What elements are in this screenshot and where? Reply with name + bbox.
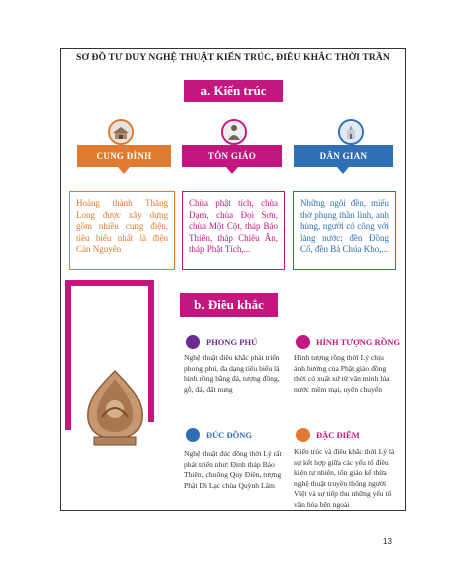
sculpture-image <box>80 369 150 447</box>
item-text-phong-phu: Nghệ thuật điêu khắc phát triển phong phú, đa dạng tiêu biểu là hình rồng bằng đá, tượng đồng, gỗ, đá, đất nung <box>184 353 280 394</box>
page-title: SƠ ĐỒ TƯ DUY NGHỆ THUẬT KIẾN TRÚC, ĐIÊU KHẮC THỜI TRẦN <box>76 52 390 63</box>
arrow-down <box>226 167 238 174</box>
decorative-bar <box>65 280 153 286</box>
column-body-dan-gian: Những ngôi đền, miếu thờ phụng thần linh, anh hùng, người có công với làng nước: đền Đồng Cổ, đền Bà Chúa Kho,... <box>293 191 396 270</box>
bullet-dot <box>186 428 200 442</box>
page-number: 13 <box>383 537 392 546</box>
item-title-hinh-tuong-rong: HÌNH TƯỢNG RỒNG <box>316 337 401 347</box>
palace-icon <box>108 119 134 145</box>
arrow-down <box>118 167 130 174</box>
buddha-icon <box>221 119 247 145</box>
decorative-bar <box>65 280 71 430</box>
item-text-hinh-tuong-rong: Hình tượng rồng thời Lý chịu ảnh hưởng của Phật giáo đồng thời có xuất xứ từ văn minh lúa nước mềm mại, uyển chuyển <box>294 353 390 394</box>
column-head-dan-gian: DÂN GIAN <box>294 145 393 167</box>
item-text-dac-diem: Kiến trúc và điêu khắc thời Lý là sự kết hợp giữa các yếu tố điều kiện tự nhiên, tôn giáo kế thừa nghệ thuật truyền thống người Việt và sự tiếp thu những yếu tố văn hóa bên ngoài <box>294 447 395 509</box>
arrow-down <box>337 167 349 174</box>
column-head-ton-giao: TÔN GIÁO <box>182 145 282 167</box>
temple-icon <box>338 119 364 145</box>
bullet-dot <box>296 428 310 442</box>
column-body-cung-dinh: Hoàng thành Thăng Long được xây dựng gồm nhiều cung điện, tiêu biểu nhất là điện Càn Nguyên <box>69 191 175 270</box>
item-title-dac-diem: ĐẶC ĐIỂM <box>316 430 360 440</box>
bullet-dot <box>296 335 310 349</box>
item-title-duc-dong: ĐÚC ĐỒNG <box>206 430 253 440</box>
column-body-ton-giao: Chùa phật tích, chùa Dạm, chùa Đọi Sơn, chùa Một Cột, tháp Báo Thiên, tháp Chiêu Ân, tháp Phật Tích,... <box>182 191 285 270</box>
bullet-dot <box>186 335 200 349</box>
section-a-heading: a. Kiến trúc <box>184 80 283 102</box>
item-text-duc-dong: Nghệ thuật đúc đồng thời Lý rất phát triển như: Đỉnh tháp Báo Thiên, chuông Quy Điền, tượng Phật Di Lạc chùa Quỳnh Lâm <box>184 449 282 490</box>
column-head-cung-dinh: CUNG ĐÌNH <box>77 145 171 167</box>
item-title-phong-phu: PHONG PHÚ <box>206 337 258 347</box>
section-b-heading: b. Điêu khắc <box>180 293 278 317</box>
